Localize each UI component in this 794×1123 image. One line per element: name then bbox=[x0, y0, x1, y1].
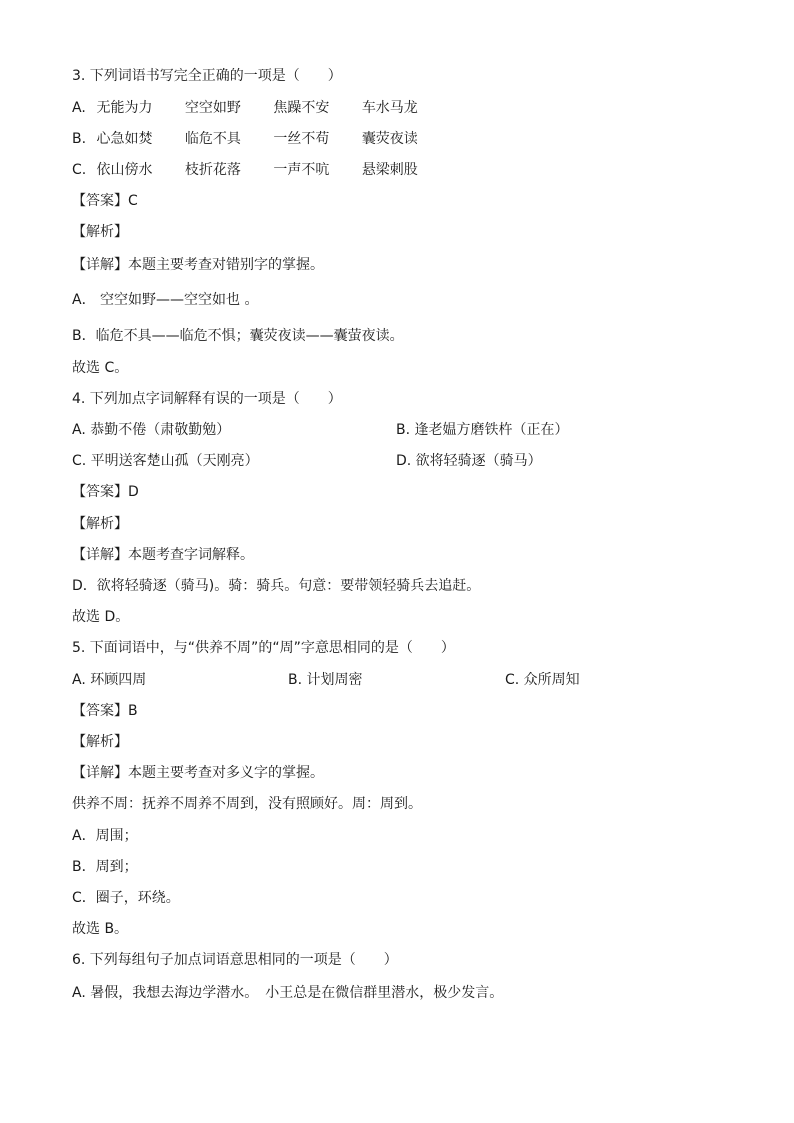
q3-option-a bbox=[72, 98, 418, 118]
q5-stem: 5. 下面词语中，与“供养不周”的“周”字意思相同的是（ ） bbox=[72, 640, 455, 656]
q3-analysis: 【解析】 bbox=[72, 224, 128, 240]
q5-option-b: B. 计划周密 bbox=[288, 672, 363, 688]
q5-answer: 【答案】B bbox=[72, 703, 138, 719]
q5-conclusion: 故选 B。 bbox=[72, 921, 129, 937]
q3-option-b bbox=[72, 129, 418, 149]
q3-stem: 3. 下列词语书写完全正确的一项是（ ） bbox=[72, 68, 342, 84]
q4-option-b: B. 逢老媪方磨铁杵（正在） bbox=[396, 422, 569, 438]
q4-detail: 【详解】本题考查字词解释。 bbox=[72, 547, 254, 563]
q4-option-d: D. 欲将轻骑逐（骑马） bbox=[396, 453, 542, 469]
q5-explain-a: A．周围； bbox=[72, 828, 138, 844]
option-word: 依山傍水 bbox=[96, 162, 153, 178]
q3-conclusion: 故选 C。 bbox=[72, 360, 129, 376]
option-word: 车水马龙 bbox=[361, 100, 418, 116]
q3-explain-a: A． 空空如野——空空如也 。 bbox=[72, 292, 259, 308]
option-word: 囊荧夜读 bbox=[361, 131, 418, 147]
q3-detail: 【详解】本题主要考查对错别字的掌握。 bbox=[72, 257, 324, 273]
q4-conclusion: 故选 D。 bbox=[72, 609, 130, 625]
option-word: 一丝不苟 bbox=[273, 131, 330, 147]
q3-answer: 【答案】C bbox=[72, 193, 138, 209]
q4-explain: D．欲将轻骑逐（骑马)。骑：骑兵。句意：要带领轻骑兵去追赶。 bbox=[72, 578, 481, 594]
q5-explain-c: C．圈子，环绕。 bbox=[72, 890, 180, 906]
option-word: 心急如焚 bbox=[96, 131, 153, 147]
q4-stem: 4. 下列加点字词解释有误的一项是（ ） bbox=[72, 391, 342, 407]
q3-option-c bbox=[72, 160, 418, 180]
q6-option-a: A. 暑假，我想去海边学潜水。 小王总是在微信群里潜水，极少发言。 bbox=[72, 985, 504, 1001]
q3-explain-b: B．临危不具——临危不惧；囊荧夜读——囊萤夜读。 bbox=[72, 328, 404, 344]
q5-option-c: C. 众所周知 bbox=[505, 672, 580, 688]
option-word: 无能为力 bbox=[96, 100, 153, 116]
option-word: 悬梁刺股 bbox=[361, 162, 418, 178]
option-word: 空空如野 bbox=[184, 100, 241, 116]
q5-analysis: 【解析】 bbox=[72, 734, 128, 750]
q5-explain-1: 供养不周：抚养不周养不周到，没有照顾好。周：周到。 bbox=[72, 796, 422, 812]
option-label: C. bbox=[72, 162, 87, 178]
q5-explain-b: B．周到； bbox=[72, 859, 138, 875]
q4-answer: 【答案】D bbox=[72, 484, 139, 500]
q4-option-a: A. 恭勤不倦（肃敬勤勉） bbox=[72, 422, 231, 438]
q5-detail: 【详解】本题主要考查对多义字的掌握。 bbox=[72, 765, 324, 781]
option-word: 焦躁不安 bbox=[273, 100, 330, 116]
option-word: 一声不吭 bbox=[273, 162, 330, 178]
option-word: 临危不具 bbox=[184, 131, 241, 147]
q6-stem: 6. 下列每组句子加点词语意思相同的一项是（ ） bbox=[72, 952, 398, 968]
option-label: B. bbox=[72, 131, 87, 147]
option-label: A. bbox=[72, 100, 86, 116]
option-word: 枝折花落 bbox=[184, 162, 241, 178]
q4-option-c: C. 平明送客楚山孤（天刚亮） bbox=[72, 453, 259, 469]
q4-analysis: 【解析】 bbox=[72, 516, 128, 532]
q5-option-a: A. 环顾四周 bbox=[72, 672, 147, 688]
